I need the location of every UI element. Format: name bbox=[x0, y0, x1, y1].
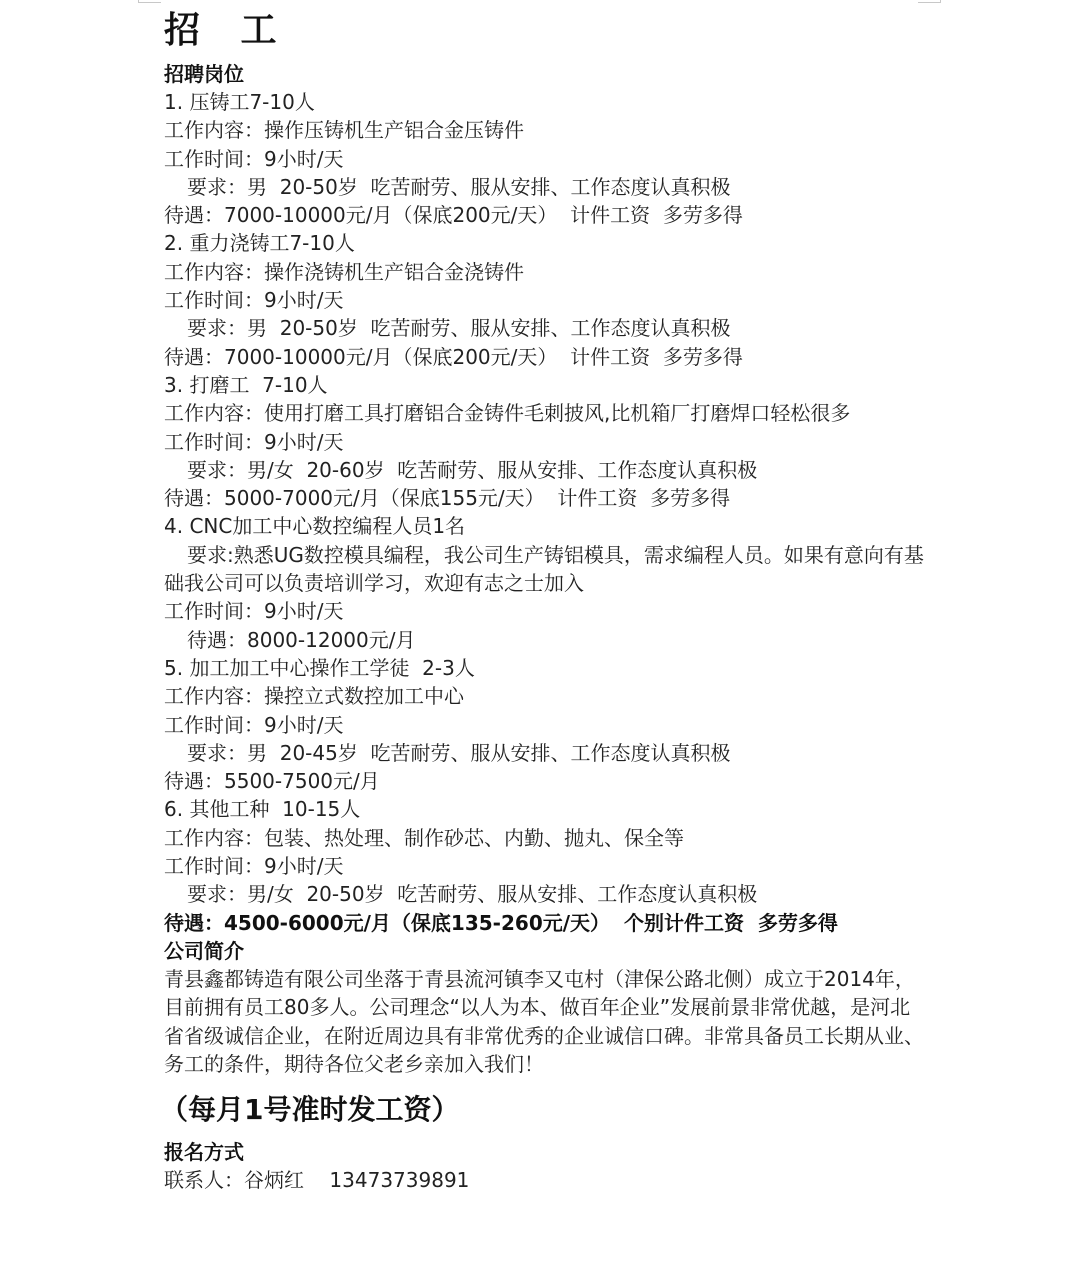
position-requirements: 要求:熟悉UG数控模具编程，我公司生产铸铝模具，需求编程人员。如果有意向有基础我公司可以负责培训学习，欢迎有志之士加入 bbox=[164, 542, 924, 596]
position-name: 2. 重力浇铸工7-10人 bbox=[164, 231, 355, 256]
position-requirements: 要求：男/女 20-60岁 吃苦耐劳、服从安排、工作态度认真积极 bbox=[187, 457, 758, 482]
page-title: 招 工 bbox=[164, 10, 291, 51]
position-content: 工作内容：操作浇铸机生产铝合金浇铸件 bbox=[164, 259, 524, 284]
section-heading-signup: 报名方式 bbox=[164, 1140, 244, 1165]
position-pay: 待遇：8000-12000元/月 bbox=[187, 627, 416, 652]
position-name: 3. 打磨工 7-10人 bbox=[164, 372, 328, 397]
recruitment-document bbox=[160, 8, 924, 1194]
position-hours: 工作时间：9小时/天 bbox=[164, 712, 344, 737]
position-name: 5. 加工加工中心操作工学徒 2-3人 bbox=[164, 655, 475, 680]
position-pay: 待遇：7000-10000元/月（保底200元/天） 计件工资 多劳多得 bbox=[164, 344, 743, 369]
position-block bbox=[164, 371, 924, 512]
page-corner-mark-right bbox=[918, 0, 941, 3]
section-heading-company: 公司简介 bbox=[164, 938, 244, 963]
position-block bbox=[164, 654, 924, 795]
position-hours: 工作时间：9小时/天 bbox=[164, 599, 344, 624]
position-requirements: 要求：男 20-45岁 吃苦耐劳、服从安排、工作态度认真积极 bbox=[187, 740, 731, 765]
position-content: 工作内容：操控立式数控加工中心 bbox=[164, 684, 464, 709]
position-content: 工作内容：包装、热处理、制作砂芯、内勤、抛丸、保全等 bbox=[164, 825, 684, 850]
position-name: 4. CNC加工中心数控编程人员1名 bbox=[164, 514, 466, 539]
position-requirements: 要求：男 20-50岁 吃苦耐劳、服从安排、工作态度认真积极 bbox=[187, 174, 731, 199]
section-heading-positions: 招聘岗位 bbox=[164, 62, 244, 86]
position-block bbox=[164, 229, 924, 370]
position-block bbox=[164, 795, 924, 936]
position-block bbox=[164, 88, 924, 229]
position-hours: 工作时间：9小时/天 bbox=[164, 288, 344, 313]
position-requirements: 要求：男 20-50岁 吃苦耐劳、服从安排、工作态度认真积极 bbox=[187, 316, 731, 341]
position-hours: 工作时间：9小时/天 bbox=[164, 854, 344, 879]
position-name: 6. 其他工种 10-15人 bbox=[164, 797, 361, 822]
position-requirements: 要求：男/女 20-50岁 吃苦耐劳、服从安排、工作态度认真积极 bbox=[187, 882, 758, 907]
position-content: 工作内容：操作压铸机生产铝合金压铸件 bbox=[164, 118, 524, 143]
position-pay: 待遇：5500-7500元/月 bbox=[164, 769, 380, 794]
position-pay: 待遇：4500-6000元/月（保底135-260元/天） 个别计件工资 多劳多得 bbox=[164, 910, 838, 935]
contact-info: 联系人：谷炳红 13473739891 bbox=[164, 1168, 470, 1193]
position-pay: 待遇：5000-7000元/月（保底155元/天） 计件工资 多劳多得 bbox=[164, 486, 731, 511]
position-hours: 工作时间：9小时/天 bbox=[164, 146, 344, 171]
salary-notice: （每月1号准时发工资） bbox=[160, 1093, 460, 1127]
position-content: 工作内容：使用打磨工具打磨铝合金铸件毛刺披风,比机箱厂打磨焊口轻松很多 bbox=[164, 401, 851, 426]
position-hours: 工作时间：9小时/天 bbox=[164, 429, 344, 454]
position-block bbox=[164, 512, 924, 653]
page-corner-mark-left bbox=[138, 0, 161, 3]
company-intro: 青县鑫都铸造有限公司坐落于青县流河镇李又屯村（津保公路北侧）成立于2014年，目前拥有员工80多人。公司理念“以人为本、做百年企业”发展前景非常优越，是河北省省级诚信企业，在附近周边具有非常优秀的企业诚信口碑。非常具备员工长期从业、务工的条件，期待各位父老乡亲加入我们！ bbox=[164, 966, 924, 1076]
position-name: 1. 压铸工7-10人 bbox=[164, 90, 315, 114]
position-pay: 待遇：7000-10000元/月（保底200元/天） 计件工资 多劳多得 bbox=[164, 203, 743, 228]
